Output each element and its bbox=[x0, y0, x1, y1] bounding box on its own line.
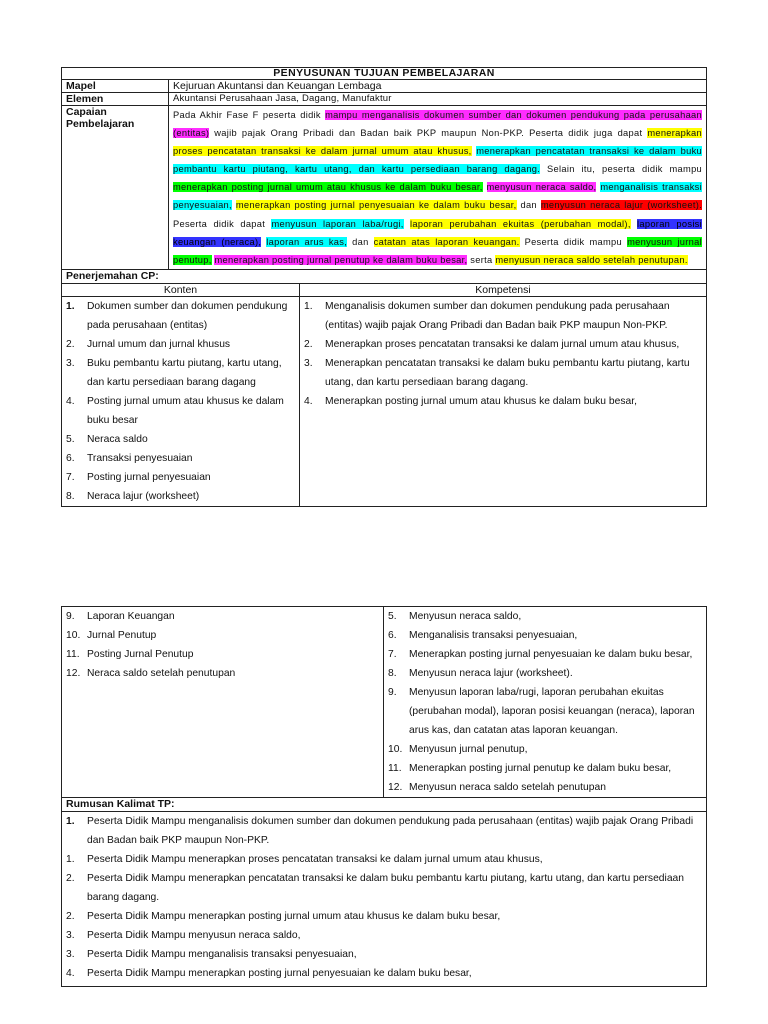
cp-text-segment: dan bbox=[516, 200, 541, 211]
list-item bbox=[66, 607, 379, 626]
cp-text-segment: Selain itu, peserta didik mampu bbox=[540, 164, 703, 175]
cp-text-segment bbox=[483, 182, 487, 192]
list-number: 3. bbox=[66, 949, 75, 960]
cp-highlight: menganalisis transaksi penyesuaian, bbox=[173, 182, 702, 211]
cp-text-segment: Peserta didik mampu bbox=[519, 236, 628, 247]
kompetensi-list bbox=[388, 607, 702, 797]
cp-highlight: menyusun neraca lajur (worksheet). bbox=[540, 200, 703, 211]
list-text: Peserta Didik Mampu menerapkan proses pencatatan transaksi ke dalam jurnal umum atau khusus, bbox=[87, 854, 543, 865]
list-number: 2. bbox=[66, 873, 75, 884]
cp-highlight: menyusun neraca saldo setelah penutupan. bbox=[495, 254, 688, 265]
cp-highlight: menerapkan posting jurnal penyesuaian ke dalam buku besar, bbox=[235, 200, 517, 211]
list-text: Menyusun neraca saldo, bbox=[409, 611, 522, 622]
list-text: Peserta Didik Mampu menganalisis transaksi penyesuaian, bbox=[87, 949, 357, 960]
list-text: Posting jurnal umum atau khusus ke dalam buku besar bbox=[87, 395, 284, 426]
list-item bbox=[66, 354, 295, 392]
list-number: 10. bbox=[66, 630, 81, 641]
rumusan-cell bbox=[62, 812, 707, 987]
list-item bbox=[66, 645, 379, 664]
cp-paragraph bbox=[169, 106, 707, 270]
list-item bbox=[66, 430, 295, 449]
list-text: Neraca lajur (worksheet) bbox=[87, 490, 200, 502]
list-item bbox=[66, 664, 379, 683]
mapel-value: Kejuruan Akuntansi dan Keuangan Lembaga bbox=[169, 80, 707, 93]
cp-highlight: menerapkan proses pencatatan transaksi ke dalam jurnal umum atau khusus, bbox=[173, 128, 702, 157]
tp-table-page2 bbox=[61, 606, 707, 987]
konten-header: Konten bbox=[62, 283, 300, 296]
tp-table-page1 bbox=[61, 67, 707, 507]
list-item bbox=[66, 964, 702, 983]
list-text: Menganalisis transaksi penyesuaian, bbox=[409, 630, 578, 641]
cp-highlight: menyusun jurnal penutup, bbox=[173, 236, 702, 265]
list-number: 12. bbox=[388, 782, 403, 793]
list-number: 5. bbox=[66, 433, 75, 445]
elemen-value: Akuntansi Perusahaan Jasa, Dagang, Manufaktur bbox=[169, 93, 707, 106]
list-text: Peserta Didik Mampu menerapkan pencatatan transaksi ke dalam buku pembantu kartu piutang, kartu utang, dan kartu persediaan barang dagang. bbox=[87, 873, 685, 903]
list-number: 3. bbox=[66, 930, 75, 941]
list-number: 7. bbox=[66, 471, 75, 483]
list-text: Menerapkan pencatatan transaksi ke dalam buku pembantu kartu piutang, kartu utang, dan kartu persediaan barang dagang. bbox=[325, 357, 690, 388]
cp-highlight: menerapkan pencatatan transaksi ke dalam buku pembantu kartu piutang, kartu utang, dan kartu persediaan barang dagang. bbox=[173, 146, 703, 175]
list-item bbox=[388, 607, 702, 626]
mapel-label: Mapel bbox=[62, 80, 169, 93]
list-item bbox=[66, 626, 379, 645]
cp-text-segment: wajib pajak Orang Pribadi dan Badan baik PKP maupun Non-PKP. Peserta didik juga dapat bbox=[209, 128, 648, 139]
kompetensi-cell-page2 bbox=[384, 607, 707, 798]
list-number: 4. bbox=[66, 395, 75, 407]
list-number: 2. bbox=[66, 911, 75, 922]
list-text: Menerapkan posting jurnal penutup ke dalam buku besar, bbox=[409, 763, 672, 774]
list-number: 6. bbox=[388, 630, 397, 641]
list-item bbox=[66, 449, 295, 468]
cp-highlight: laporan arus kas, bbox=[266, 236, 348, 247]
list-number: 4. bbox=[66, 968, 75, 979]
list-text: Menganalisis dokumen sumber dan dokumen pendukung pada perusahaan (entitas) wajib pajak Orang Pribadi dan Badan baik PKP maupun Non-PKP. bbox=[325, 300, 670, 331]
list-item bbox=[388, 626, 702, 645]
penerjemahan-label: Penerjemahan CP: bbox=[62, 269, 707, 283]
list-number: 3. bbox=[304, 357, 313, 369]
elemen-label: Elemen bbox=[62, 93, 169, 106]
list-text: Transaksi penyesuaian bbox=[87, 452, 193, 464]
cp-highlight: menerapkan posting jurnal penutup ke dalam buku besar, bbox=[214, 254, 468, 265]
list-number: 9. bbox=[388, 687, 397, 698]
list-text: Peserta Didik Mampu menerapkan posting jurnal umum atau khusus ke dalam buku besar, bbox=[87, 911, 501, 922]
list-item bbox=[66, 297, 295, 335]
list-text: Menyusun neraca saldo setelah penutupan bbox=[409, 782, 606, 793]
list-item bbox=[66, 812, 702, 850]
list-item bbox=[66, 945, 702, 964]
list-number: 4. bbox=[304, 395, 313, 407]
list-number: 2. bbox=[304, 338, 313, 350]
rumusan-label: Rumusan Kalimat TP: bbox=[62, 798, 707, 812]
list-text: Menyusun neraca lajur (worksheet). bbox=[409, 668, 573, 679]
list-number: 12. bbox=[66, 668, 81, 679]
list-item bbox=[388, 778, 702, 797]
list-text: Jurnal Penutup bbox=[87, 630, 157, 641]
list-item bbox=[66, 335, 295, 354]
list-number: 8. bbox=[66, 490, 75, 502]
list-text: Buku pembantu kartu piutang, kartu utang, dan kartu persediaan barang dagang bbox=[87, 357, 282, 388]
cp-text-segment: dan bbox=[347, 236, 374, 247]
cp-text-segment: Peserta didik dapat bbox=[173, 218, 272, 229]
cp-highlight: laporan perubahan ekuitas (perubahan modal), bbox=[410, 218, 631, 229]
list-item bbox=[388, 664, 702, 683]
list-number: 1. bbox=[66, 816, 75, 827]
list-text: Posting Jurnal Penutup bbox=[87, 649, 194, 660]
cp-highlight: catatan atas laporan keuangan. bbox=[373, 236, 520, 247]
list-text: Peserta Didik Mampu menganalisis dokumen sumber dan dokumen pendukung pada perusahaan (entitas) wajib pajak Orang Pribadi dan Badan baik PKP maupun Non-PKP. bbox=[87, 816, 694, 846]
list-text: Peserta Didik Mampu menyusun neraca saldo, bbox=[87, 930, 301, 941]
list-number: 11. bbox=[66, 649, 80, 660]
cp-text-segment: Pada Akhir Fase F peserta didik bbox=[173, 110, 326, 120]
list-text: Menerapkan posting jurnal penyesuaian ke dalam buku besar, bbox=[409, 649, 693, 660]
kompetensi-list bbox=[304, 297, 702, 411]
list-item bbox=[66, 926, 702, 945]
list-item bbox=[388, 645, 702, 664]
list-item bbox=[388, 759, 702, 778]
list-item bbox=[304, 392, 702, 411]
konten-cell-page1 bbox=[62, 296, 300, 506]
list-text: Menerapkan proses pencatatan transaksi ke dalam jurnal umum atau khusus, bbox=[325, 338, 680, 350]
kompetensi-header: Kompetensi bbox=[300, 283, 707, 296]
list-item bbox=[66, 392, 295, 430]
cp-highlight: mampu menganalisis dokumen sumber dan dokumen pendukung pada perusahaan (entitas) bbox=[173, 110, 702, 139]
konten-cell-page2 bbox=[62, 607, 384, 798]
list-text: Dokumen sumber dan dokumen pendukung pada perusahaan (entitas) bbox=[87, 300, 288, 331]
kompetensi-cell-page1 bbox=[300, 296, 707, 506]
list-item bbox=[388, 740, 702, 759]
list-text: Peserta Didik Mampu menerapkan posting jurnal penyesuaian ke dalam buku besar, bbox=[87, 968, 472, 979]
list-item bbox=[304, 335, 702, 354]
list-item bbox=[66, 468, 295, 487]
list-number: 10. bbox=[388, 744, 403, 755]
list-number: 1. bbox=[66, 300, 75, 312]
list-text: Neraca saldo bbox=[87, 433, 148, 445]
list-number: 3. bbox=[66, 357, 75, 369]
list-number: 8. bbox=[388, 668, 397, 679]
list-item bbox=[66, 907, 702, 926]
list-number: 2. bbox=[66, 338, 75, 350]
cp-highlight: menyusun laporan laba/rugi, bbox=[271, 218, 404, 229]
list-text: Menerapkan posting jurnal umum atau khusus ke dalam buku besar, bbox=[325, 395, 637, 407]
list-text: Menyusun laporan laba/rugi, laporan perubahan ekuitas (perubahan modal), laporan posisi keuangan (neraca), laporan arus kas, dan catatan atas laporan keuangan. bbox=[409, 687, 695, 736]
list-number: 1. bbox=[304, 300, 313, 312]
document-title: PENYUSUNAN TUJUAN PEMBELAJARAN bbox=[62, 68, 707, 80]
cp-text-segment: serta bbox=[467, 254, 496, 265]
rumusan-list bbox=[66, 812, 702, 983]
list-text: Jurnal umum dan jurnal khusus bbox=[87, 338, 231, 350]
list-item bbox=[66, 869, 702, 907]
list-number: 6. bbox=[66, 452, 75, 464]
list-number: 11. bbox=[388, 763, 402, 774]
cp-highlight: menyusun neraca saldo, bbox=[486, 182, 597, 193]
konten-list bbox=[66, 607, 379, 683]
list-text: Posting jurnal penyesuaian bbox=[87, 471, 211, 483]
list-item bbox=[304, 354, 702, 392]
list-text: Laporan Keuangan bbox=[87, 611, 175, 622]
cp-highlight: laporan posisi keuangan (neraca), bbox=[173, 218, 702, 247]
list-text: Neraca saldo setelah penutupan bbox=[87, 668, 236, 679]
cp-label: Capaian Pembelajaran bbox=[62, 106, 169, 270]
list-number: 7. bbox=[388, 649, 397, 660]
cp-highlight: menerapkan posting jurnal umum atau khusus ke dalam buku besar, bbox=[173, 182, 483, 193]
list-number: 1. bbox=[66, 854, 75, 865]
list-item bbox=[66, 487, 295, 506]
list-item bbox=[304, 297, 702, 335]
list-number: 9. bbox=[66, 611, 75, 622]
list-text: Menyusun jurnal penutup, bbox=[409, 744, 528, 755]
list-number: 5. bbox=[388, 611, 397, 622]
list-item bbox=[388, 683, 702, 740]
konten-list bbox=[66, 297, 295, 506]
list-item bbox=[66, 850, 702, 869]
